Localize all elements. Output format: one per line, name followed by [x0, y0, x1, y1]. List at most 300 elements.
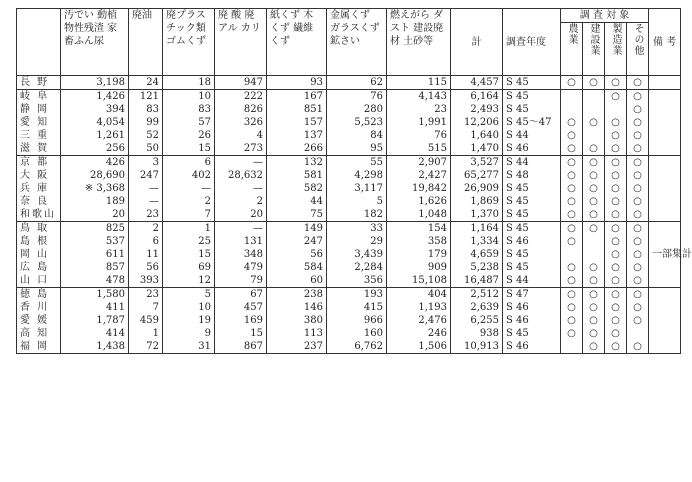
value-c2: 1 [152, 328, 159, 339]
cell-c4 [215, 288, 267, 354]
header-remarks: 備 考 [649, 9, 681, 76]
value-c7: 179 [427, 249, 447, 260]
target-mark: ○ [611, 275, 620, 286]
value-c4: 867 [243, 341, 263, 352]
value-c6: 62 [370, 77, 383, 88]
target-mark: ○ [633, 249, 642, 260]
value-total: 4,659 [470, 249, 499, 260]
value-c6: 5 [376, 196, 383, 207]
value-year: S 46 [506, 302, 529, 313]
value-c1: 1,438 [96, 341, 125, 352]
cell-total [451, 222, 503, 288]
value-c5: 60 [310, 275, 323, 286]
value-year: S 46 [506, 143, 529, 154]
value-total: 938 [479, 328, 499, 339]
remark-text [652, 142, 677, 155]
cell-target-mark [583, 156, 605, 222]
cell-c3 [163, 76, 215, 90]
value-year: S 46 [506, 315, 529, 326]
value-c6: 193 [363, 289, 383, 300]
value-year: S 44 [506, 275, 529, 286]
cell-pref [17, 156, 61, 222]
target-mark: ○ [611, 341, 620, 352]
value-c5: 149 [303, 223, 323, 234]
value-c5: 137 [303, 130, 323, 141]
target-mark: ○ [611, 328, 620, 339]
value-c5: 237 [303, 341, 323, 352]
remark-text [652, 314, 677, 327]
target-mark [564, 103, 579, 116]
value-c1: 1,787 [96, 315, 125, 326]
remark-text [652, 116, 677, 129]
value-c4: 15 [250, 328, 263, 339]
remark-text [652, 182, 677, 195]
cell-target-mark [605, 222, 627, 288]
value-total: 1,370 [470, 209, 499, 220]
target-mark: ○ [633, 157, 642, 168]
value-c3: 15 [198, 143, 211, 154]
cell-c6 [327, 222, 387, 288]
cell-c6 [327, 76, 387, 90]
target-mark: ○ [611, 289, 620, 300]
cell-target-mark [561, 222, 583, 288]
value-c4: 4 [256, 130, 263, 141]
prefecture-name: 奈 良 [20, 196, 50, 207]
header-col6: 金属くず ガラスくず 鉱さい [327, 9, 387, 76]
value-c7: 1,048 [418, 209, 447, 220]
target-mark: ○ [611, 236, 620, 247]
value-total: 6,255 [470, 315, 499, 326]
value-c3: 10 [198, 91, 211, 102]
target-mark: ○ [633, 104, 642, 115]
header-target-agriculture: 農業 [561, 23, 583, 76]
target-mark: ○ [611, 196, 620, 207]
target-mark: ○ [633, 236, 642, 247]
value-c1: 411 [105, 302, 125, 313]
remark-text [652, 261, 677, 274]
target-mark: ○ [611, 117, 620, 128]
header-col4: 廃 酸 廃アル カリ [215, 9, 267, 76]
value-c2: 393 [139, 275, 159, 286]
cell-target-mark [627, 90, 649, 156]
cell-year [503, 76, 561, 90]
value-c7: 2,427 [418, 170, 447, 181]
cell-c7 [387, 222, 451, 288]
value-c4: 273 [243, 143, 263, 154]
value-year: S 45 [506, 196, 529, 207]
value-c4: 947 [243, 77, 263, 88]
value-c7: 246 [427, 328, 447, 339]
cell-c1 [61, 288, 129, 354]
cell-target-mark [561, 156, 583, 222]
cell-c7 [387, 288, 451, 354]
value-total: 16,487 [464, 275, 499, 286]
target-mark [564, 248, 579, 261]
cell-remark [649, 288, 681, 354]
value-c6: 4,298 [354, 170, 383, 181]
target-mark: ○ [589, 262, 598, 273]
prefecture-name: 京 都 [20, 157, 50, 168]
value-c1: 20 [112, 209, 125, 220]
value-c4: 67 [250, 289, 263, 300]
target-mark: ○ [589, 183, 598, 194]
value-year: S 45 [506, 209, 529, 220]
target-mark: ○ [611, 170, 620, 181]
value-c7: 1,626 [418, 196, 447, 207]
value-c4: 2 [256, 196, 263, 207]
value-c7: 1,991 [418, 117, 447, 128]
value-c3: 25 [198, 236, 211, 247]
value-year: S 45〜47 [506, 117, 552, 128]
value-c2: 6 [152, 236, 159, 247]
value-year: S 45 [506, 223, 529, 234]
remark-text [652, 169, 677, 182]
cell-c3 [163, 222, 215, 288]
cell-target-mark [583, 76, 605, 90]
cell-c1 [61, 90, 129, 156]
target-mark: ○ [589, 117, 598, 128]
prefecture-name: 長 野 [20, 77, 50, 88]
value-c5: 132 [303, 157, 323, 168]
value-total: 3,527 [470, 157, 499, 168]
cell-target-mark [583, 90, 605, 156]
prefecture-name: 和歌山 [20, 209, 56, 220]
cell-remark [649, 76, 681, 90]
value-c7: 76 [434, 130, 447, 141]
value-c5: 380 [303, 315, 323, 326]
cell-c6 [327, 90, 387, 156]
target-mark: ○ [567, 130, 576, 141]
value-c5: 581 [303, 170, 323, 181]
cell-target-mark [561, 90, 583, 156]
value-total: 6,164 [470, 91, 499, 102]
cell-c3 [163, 90, 215, 156]
cell-c5 [267, 156, 327, 222]
prefecture-name: 岡 山 [20, 249, 50, 260]
value-total: 2,512 [470, 289, 499, 300]
target-mark: ○ [589, 289, 598, 300]
value-c1: 1,426 [96, 91, 125, 102]
target-mark: ○ [633, 130, 642, 141]
prefecture-name: 愛 知 [20, 117, 50, 128]
value-c5: 247 [303, 236, 323, 247]
target-mark: ○ [589, 328, 598, 339]
value-total: 65,277 [464, 170, 499, 181]
cell-total [451, 90, 503, 156]
value-year: S 45 [506, 249, 529, 260]
target-mark [630, 327, 645, 340]
remark-text [652, 76, 677, 89]
prefecture-group [17, 222, 681, 288]
value-c6: 415 [363, 302, 383, 313]
prefecture-name: 香 川 [20, 302, 50, 313]
value-c6: 76 [370, 91, 383, 102]
value-c1: 537 [105, 236, 125, 247]
cell-c3 [163, 288, 215, 354]
header-col1: 汚でい 動植物性残渣 家畜ふん尿 [61, 9, 129, 76]
value-c3: — [201, 183, 211, 194]
value-c7: 909 [427, 262, 447, 273]
cell-c1 [61, 76, 129, 90]
target-mark: ○ [633, 209, 642, 220]
value-c4: 131 [243, 236, 263, 247]
target-mark: ○ [567, 170, 576, 181]
cell-target-mark [583, 222, 605, 288]
value-c2: 83 [146, 104, 159, 115]
value-total: 10,913 [464, 341, 499, 352]
value-year: S 45 [506, 262, 529, 273]
target-mark: ○ [567, 77, 576, 88]
target-mark: ○ [567, 315, 576, 326]
value-c5: 584 [303, 262, 323, 273]
value-c6: 3,439 [354, 249, 383, 260]
value-c2: 24 [146, 77, 159, 88]
target-mark: ○ [589, 275, 598, 286]
cell-pref [17, 288, 61, 354]
value-c4: 348 [243, 249, 263, 260]
cell-c4 [215, 76, 267, 90]
value-total: 2,639 [470, 302, 499, 313]
target-mark: ○ [633, 143, 642, 154]
value-c4: 28,632 [228, 170, 263, 181]
value-total: 5,238 [470, 262, 499, 273]
target-mark: ○ [589, 315, 598, 326]
target-mark: ○ [633, 262, 642, 273]
cell-c7 [387, 90, 451, 156]
value-year: S 46 [506, 341, 529, 352]
remark-text [652, 90, 677, 103]
target-mark: ○ [611, 223, 620, 234]
target-mark: ○ [633, 275, 642, 286]
value-c7: 358 [427, 236, 447, 247]
cell-total [451, 156, 503, 222]
cell-year [503, 156, 561, 222]
value-c3: 31 [198, 341, 211, 352]
remark-text [652, 129, 677, 142]
target-mark: ○ [633, 223, 642, 234]
target-mark: ○ [611, 157, 620, 168]
prefecture-name: 兵 庫 [20, 183, 50, 194]
target-mark: ○ [633, 289, 642, 300]
cell-c1 [61, 222, 129, 288]
value-c6: 182 [363, 209, 383, 220]
cell-c7 [387, 156, 451, 222]
header-year: 調査年度 [503, 9, 561, 76]
value-c1: ※ 3,368 [84, 183, 125, 194]
remark-text [652, 288, 677, 301]
cell-remark [649, 156, 681, 222]
value-c4: 457 [243, 302, 263, 313]
remark-text [652, 340, 677, 353]
value-c2: 121 [139, 91, 159, 102]
value-c4: 222 [243, 91, 263, 102]
value-year: S 48 [506, 170, 529, 181]
prefecture-name: 広 島 [20, 262, 50, 273]
value-c1: 1,580 [96, 289, 125, 300]
target-mark: ○ [633, 341, 642, 352]
target-mark: ○ [567, 262, 576, 273]
target-mark: ○ [589, 157, 598, 168]
value-c2: 99 [146, 117, 159, 128]
value-c7: 2,476 [418, 315, 447, 326]
target-mark: ○ [611, 143, 620, 154]
value-c5: 167 [303, 91, 323, 102]
target-mark: ○ [633, 302, 642, 313]
target-mark: ○ [633, 77, 642, 88]
value-total: 1,869 [470, 196, 499, 207]
value-c7: 4,143 [418, 91, 447, 102]
value-total: 1,640 [470, 130, 499, 141]
prefecture-name: 福 岡 [20, 341, 50, 352]
target-mark: ○ [611, 249, 620, 260]
target-mark: ○ [611, 315, 620, 326]
value-year: S 45 [506, 77, 529, 88]
cell-target-mark [583, 288, 605, 354]
target-mark: ○ [633, 117, 642, 128]
value-c5: 266 [303, 143, 323, 154]
target-mark: ○ [611, 209, 620, 220]
value-c6: 6,762 [354, 341, 383, 352]
cell-target-mark [605, 156, 627, 222]
value-year: S 47 [506, 289, 529, 300]
target-mark [564, 90, 579, 103]
prefecture-name: 山 口 [20, 275, 50, 286]
value-c3: 402 [191, 170, 211, 181]
prefecture-name: 高 知 [20, 328, 50, 339]
value-c1: 256 [105, 143, 125, 154]
value-year: S 44 [506, 157, 529, 168]
value-c2: 50 [146, 143, 159, 154]
cell-c3 [163, 156, 215, 222]
cell-c4 [215, 156, 267, 222]
target-mark: ○ [633, 315, 642, 326]
value-c3: 1 [204, 223, 211, 234]
value-c7: 115 [427, 77, 447, 88]
prefecture-name: 静 岡 [20, 104, 50, 115]
cell-c6 [327, 288, 387, 354]
value-c3: 69 [198, 262, 211, 273]
value-year: S 45 [506, 91, 529, 102]
target-mark [586, 235, 601, 248]
cell-c2 [129, 288, 163, 354]
value-c6: 160 [363, 328, 383, 339]
value-c2: 11 [146, 249, 159, 260]
value-c4: — [253, 157, 263, 168]
value-c1: 414 [105, 328, 125, 339]
cell-total [451, 288, 503, 354]
header-col3: 廃プラス チック類 ゴムくず [163, 9, 215, 76]
target-mark: ○ [567, 289, 576, 300]
value-c6: 95 [370, 143, 383, 154]
prefecture-name: 大 阪 [20, 170, 50, 181]
value-c6: 966 [363, 315, 383, 326]
cell-target-mark [627, 222, 649, 288]
header-total: 計 [451, 9, 503, 76]
cell-target-mark [627, 156, 649, 222]
value-c3: 15 [198, 249, 211, 260]
cell-c4 [215, 90, 267, 156]
target-mark: ○ [589, 223, 598, 234]
value-c4: 20 [250, 209, 263, 220]
value-c3: 12 [198, 275, 211, 286]
header-col2: 廃油 [129, 9, 163, 76]
cell-c2 [129, 222, 163, 288]
value-c3: 6 [204, 157, 211, 168]
value-c7: 19,842 [412, 183, 447, 194]
value-c2: 72 [146, 341, 159, 352]
value-c5: 44 [310, 196, 323, 207]
prefecture-name: 三 重 [20, 130, 50, 141]
target-mark: ○ [611, 130, 620, 141]
target-mark: ○ [567, 196, 576, 207]
value-c1: 478 [105, 275, 125, 286]
cell-c1 [61, 156, 129, 222]
value-total: 1,470 [470, 143, 499, 154]
value-c2: — [149, 183, 159, 194]
header-col5: 紙くず 木くず 繊維くず [267, 9, 327, 76]
target-mark: ○ [611, 91, 620, 102]
value-c6: 280 [363, 104, 383, 115]
header-target-manufacturing: 製造業 [605, 23, 627, 76]
cell-c2 [129, 156, 163, 222]
target-mark: ○ [567, 157, 576, 168]
cell-c5 [267, 222, 327, 288]
prefecture-name: 愛 媛 [20, 315, 50, 326]
target-mark [608, 103, 623, 116]
value-c5: 56 [310, 249, 323, 260]
value-c4: 169 [243, 315, 263, 326]
cell-target-mark [627, 76, 649, 90]
value-year: S 44 [506, 130, 529, 141]
cell-total [451, 76, 503, 90]
target-mark: ○ [633, 183, 642, 194]
value-c5: 238 [303, 289, 323, 300]
target-mark: ○ [567, 328, 576, 339]
value-c5: 851 [303, 104, 323, 115]
header-prefecture [17, 9, 61, 76]
value-c1: 4,054 [96, 117, 125, 128]
target-mark: ○ [611, 183, 620, 194]
value-c6: 3,117 [354, 183, 383, 194]
prefecture-name: 滋 賀 [20, 143, 50, 154]
value-c1: 426 [105, 157, 125, 168]
value-c7: 15,108 [412, 275, 447, 286]
value-year: S 45 [506, 183, 529, 194]
prefecture-group [17, 76, 681, 90]
value-c6: 5,523 [354, 117, 383, 128]
target-mark: ○ [589, 302, 598, 313]
cell-c2 [129, 90, 163, 156]
value-c5: 113 [303, 328, 323, 339]
cell-year [503, 90, 561, 156]
value-c1: 857 [105, 262, 125, 273]
value-c2: — [149, 196, 159, 207]
remark-text [652, 274, 677, 287]
target-mark: ○ [633, 91, 642, 102]
target-mark: ○ [589, 170, 598, 181]
target-mark: ○ [567, 183, 576, 194]
remark-text [652, 327, 677, 340]
value-c6: 356 [363, 275, 383, 286]
cell-c4 [215, 222, 267, 288]
value-c3: 18 [198, 77, 211, 88]
value-c2: 247 [139, 170, 159, 181]
header-target-construction: 建設業 [583, 23, 605, 76]
value-c5: 582 [303, 183, 323, 194]
value-total: 1,164 [470, 223, 499, 234]
cell-target-mark [561, 288, 583, 354]
value-c2: 2 [152, 223, 159, 234]
